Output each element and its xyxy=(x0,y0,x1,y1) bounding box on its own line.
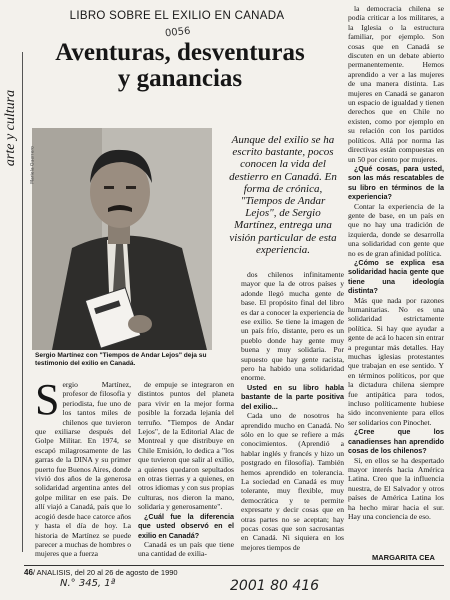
body-column-3 xyxy=(241,270,344,552)
section-divider xyxy=(22,52,23,552)
page-number: 46 xyxy=(24,568,33,577)
paragraph: dos chilenos infinitamente mayor que la de otros países y adonde llegó mucha gente de base. El propósito final del libro es dar a conocer la experiencia de ese exilio. Se tiene la imagen de un país frío, distante, pero es un pueblo donde hay gente muy buena y muy solidaria. Por supuesto que hay gente racista, pero ha habido una solidaridad enorme. xyxy=(241,270,344,383)
footer-rule xyxy=(24,565,444,566)
interview-question: ¿Cuál fue la diferencia que usted observó en el exilio en Canadá? xyxy=(138,511,234,540)
interview-question: Usted en su libro habla bastante de la parte positiva del exilio... xyxy=(241,382,344,411)
byline: MARGARITA CEA xyxy=(372,553,435,562)
author-photo xyxy=(32,128,212,350)
article-title xyxy=(50,40,310,92)
paragraph: de empuje se integraron en distintos puntos del planeta para vivir en la mejor forma posible la forzada lejanía del terruño. "Tiempos de Andar Lejos", de la Editorial Alac de Montreal y que distribuye en Chile Emisión, lo dedica a "los que tuvieron que salir al exilio, a quienes quedaron sepultados en otras tierras y a quienes, en otros idiomas y con sus propias culturas, nos dieron la mano, solidaria y generosamente". xyxy=(138,380,234,512)
handwritten-archive-code: 2001 80 416 xyxy=(230,578,320,594)
handwritten-issue-note: N.° 345, 1ª xyxy=(60,578,116,589)
photo-caption: Sergio Martínez con "Tiempos de Andar Lejos" deja su testimonio del exilio en Canadá. xyxy=(35,352,207,367)
paragraph: Contar la experiencia de la gente de base, en un país en que no hay una tradición de izquierda, donde se desarrolla una solidaridad con gente que no es de gran afinidad política. xyxy=(348,201,444,258)
drop-cap: S xyxy=(35,375,60,424)
article-kicker: LIBRO SOBRE EL EXILIO EN CANADA xyxy=(69,10,285,22)
section-label: arte y cultura xyxy=(3,89,18,167)
page-footer: 46/ ANALISIS, del 20 al 26 de agosto de 1990 xyxy=(24,568,178,577)
body-column-4 xyxy=(348,4,444,521)
paragraph: Más que nada por razones humanitarias. No es una solidaridad estrictamente política. Si hay que ayudar a gente de acá lo hacen sin entrar a preguntar más detalles. Hay muchas iglesias protestantes que trabajan en ese sentido. Y en términos políticos, por que la dictadura chilena siempre fue antipática para todos, incluso políticamente hubiese sido inconveniente para ellos ser solidarios con Pinochet. xyxy=(348,295,444,427)
title-line-2: y ganancias xyxy=(117,65,243,92)
archive-stamp: 0056 xyxy=(164,25,191,40)
interview-question: ¿Qué cosas, para usted, son las más rescatables de su libro en términos de la experiencia? xyxy=(348,163,444,202)
interview-question: ¿Cree que los canadienses han aprendido cosas de los chilenos? xyxy=(348,427,444,456)
portrait-image xyxy=(32,128,212,350)
paragraph: Canadá es un país que tiene una cantidad de exilia- xyxy=(138,539,234,559)
body-column-1 xyxy=(35,375,131,559)
body-column-2 xyxy=(138,380,234,559)
paragraph: Sí, en ellos se ha despertado mayor interés hacia América Latina. Creo que la influencia nuestra, de El Salvador y otros países de América Latina los ha hecho mirar hacia el sur. Hay una conciencia de eso. xyxy=(348,455,444,521)
paragraph: la democracia chilena se podía criticar a los militares, a la Iglesia o la estructura familiar, por ejemplo. Son cosas que en Canadá se discuten en un debate abierto permanentemente. Hemos aprendido a ver a las mujeres de una manera distinta. Las mujeres en Canadá se ganaron un espacio de igualdad y tienen derechos que en Chile no existen, como por ejemplo en su relación con los partidos políticos. Allá por norma las directivas están compuestas en un 50 por ciento por mujeres. xyxy=(348,4,444,164)
photo-credit: Mariela Guerrero xyxy=(30,146,36,184)
title-line-1: Aventuras, desventuras xyxy=(55,39,305,66)
paragraph: Sergio Martínez, profesor de filosofía y periodista, fue uno de los tantos miles de chilenos que tuvieron que exiliarse después del Golpe Militar. En 1974, se escapó milagrosamente de las garras de la DINA y su primer puerto fue Buenos Aires, donde vivió dos años de la generosa solidaridad argentina antes del golpe militar en ese país. De allí viajó a Canadá, país que lo acogió desde hace catorce años y hasta el día de hoy. La historia de Martínez se puede parecer a muchas de hombres o mujeres que a fuerza xyxy=(35,375,131,559)
issue-dates: ANALISIS, del 20 al 26 de agosto de 1990 xyxy=(36,568,178,577)
pull-quote: Aunque del exilio se ha escrito bastante, pocos conocen la vida del destierro en Canadá. En forma de crónica, "Tiempos de Andar Lejos", de Sergio Martínez, entrega una visión particular de esta experiencia. xyxy=(229,134,337,256)
paragraph: Cada uno de nosotros ha aprendido mucho en Canadá. No sólo en lo que se refiere a más conocimientos. (Aprendió a hablar inglés y francés y hizo un postgrado en filosofía). También hemos aprendido en tolerancia. La sociedad en Canadá es muy tolerante, muy flexible, muy democrática y te permite expresarte y decir cosas que en otras partes no se aceptan; hay pocas cosas que son sacrosantas en Canadá. Ni siquiera en los mejores tiempos de xyxy=(241,411,344,552)
interview-question: ¿Cómo se explica esa solidaridad hacia gente que tiene una ideología distinta? xyxy=(348,257,444,296)
